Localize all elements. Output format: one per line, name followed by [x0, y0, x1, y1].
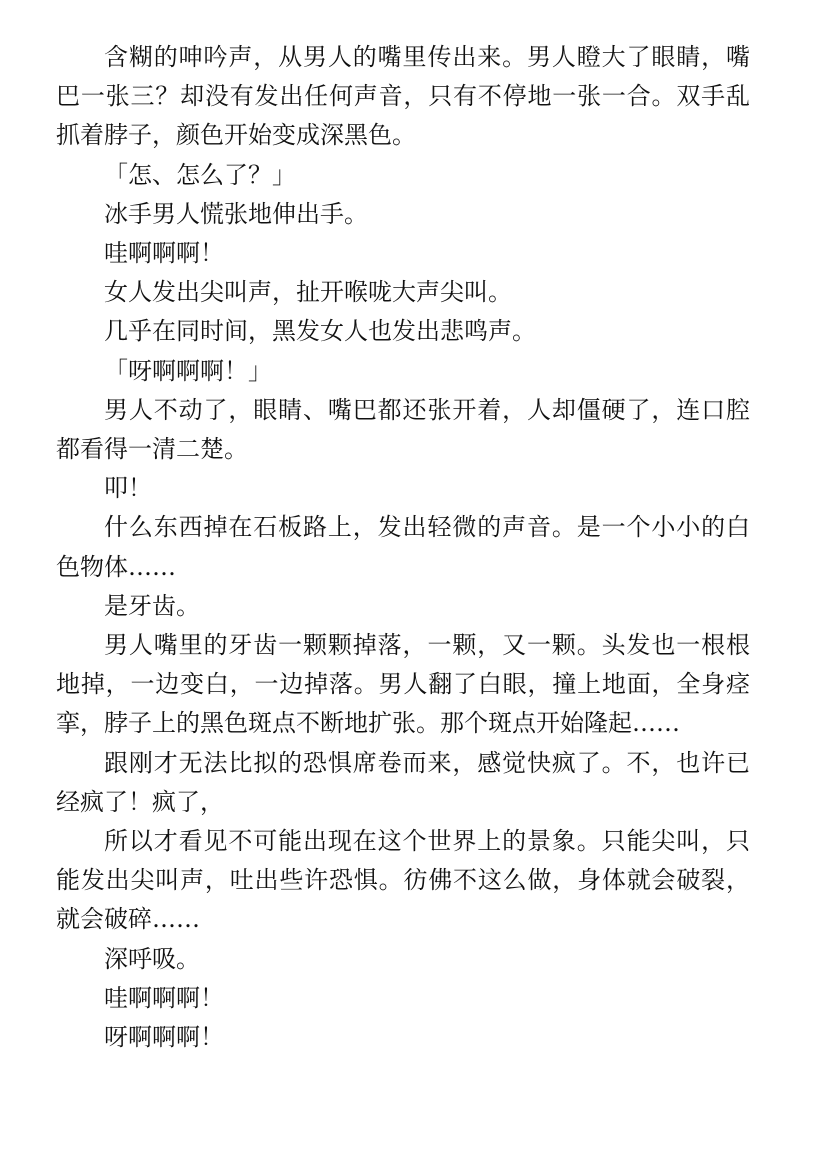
paragraph: 男人不动了，眼睛、嘴巴都还张开着，人却僵硬了，连口腔都看得一清二楚。: [56, 395, 750, 464]
paragraph: 女人发出尖叫声，扯开喉咙大声尖叫。: [104, 278, 512, 307]
paragraph: 含糊的呻吟声，从男人的嘴里传出来。男人瞪大了眼睛，嘴巴一张三？却没有发出任何声音，只有不停地一张一合。双手乱抓着脖子，颜色开始变成深黑色。: [56, 43, 750, 150]
paragraph: 几乎在同时间，黑发女人也发出悲鸣声。: [104, 317, 536, 346]
paragraph: 「怎、怎么了？」: [104, 160, 296, 189]
paragraph: 深呼吸。: [104, 944, 200, 973]
paragraph: 所以才看见不可能出现在这个世界上的景象。只能尖叫，只能发出尖叫声，吐出些许恐惧。彷佛不这么做，身体就会破裂，就会破碎……: [56, 827, 750, 934]
paragraph: 跟刚才无法比拟的恐惧席卷而来，感觉快疯了。不，也许已经疯了！疯了，: [56, 748, 750, 816]
paragraph: 男人嘴里的牙齿一颗颗掉落，一颗，又一颗。头发也一根根地掉，一边变白，一边掉落。男人翻了白眼，撞上地面，全身痉挛，脖子上的黑色斑点不断地扩张。那个斑点开始隆起……: [56, 631, 750, 738]
paragraph: 呀啊啊啊！: [104, 1023, 224, 1052]
paragraph: 冰手男人慌张地伸出手。: [104, 199, 368, 228]
paragraph: 是牙齿。: [104, 591, 200, 620]
paragraph: 哇啊啊啊！: [104, 239, 224, 268]
paragraph: 「呀啊啊啊！」: [104, 356, 272, 385]
paragraph: 哇啊啊啊！: [104, 983, 224, 1012]
paragraph: 叩！: [104, 474, 152, 503]
paragraph: 什么东西掉在石板路上，发出轻微的声音。是一个小小的白色物体……: [56, 513, 750, 581]
document-page: [56, 38, 750, 1057]
